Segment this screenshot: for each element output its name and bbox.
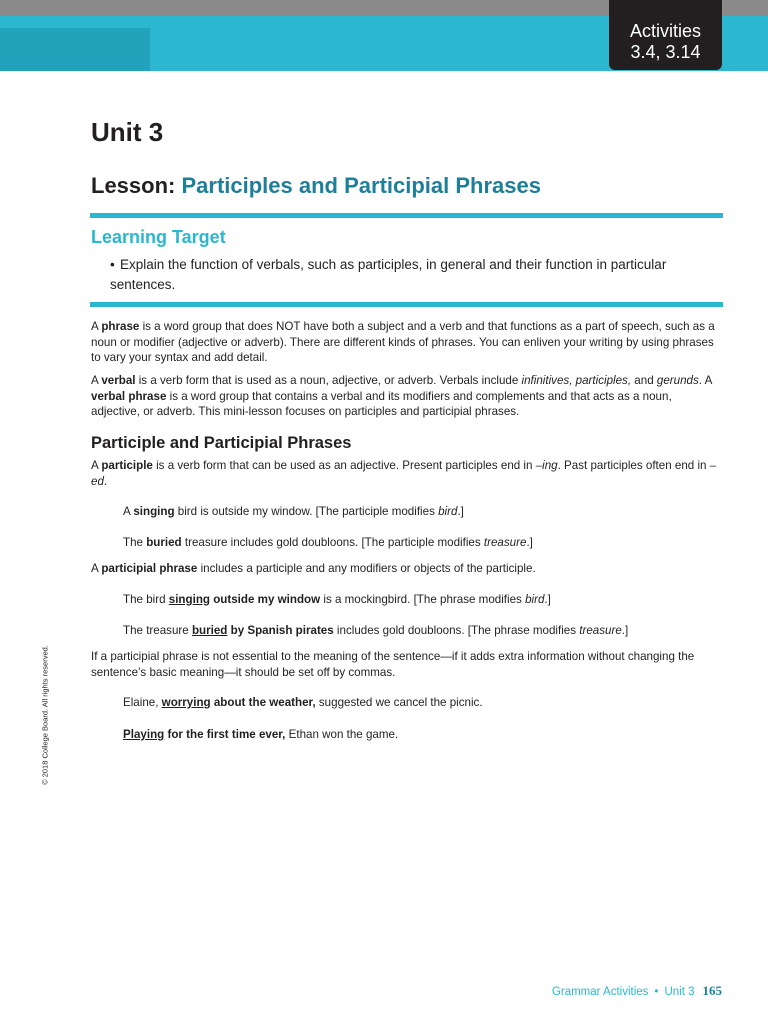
- example-singing-phrase: The bird singing outside my window is a mockingbird. [The phrase modifies bird.]: [123, 593, 551, 606]
- term-phrase: phrase: [101, 320, 140, 333]
- copyright-notice: © 2018 College Board. All rights reserved.: [40, 645, 50, 785]
- footer-unit: Unit 3: [664, 986, 695, 998]
- bullet-dot: •: [110, 257, 115, 272]
- lesson-name: Participles and Participial Phrases: [181, 173, 541, 198]
- section-heading: Participle and Participial Phrases: [91, 434, 352, 452]
- footer-separator: •: [654, 986, 659, 998]
- badge-label: Activities: [629, 21, 701, 41]
- example-buried: The buried treasure includes gold doubloons. [The participle modifies treasure.]: [123, 536, 533, 549]
- term-participle: participle: [101, 459, 153, 472]
- unit-title: Unit 3: [91, 117, 164, 147]
- badge-activity-numbers: 3.4, 3.14: [630, 42, 701, 62]
- learning-target-text: Explain the function of verbals, such as participles, in general and their function in particular sentences.: [110, 257, 667, 292]
- term-participial-phrase: participial phrase: [101, 562, 198, 575]
- example-playing: Playing for the first time ever, Ethan won the game.: [123, 728, 399, 741]
- example-buried-phrase: The treasure buried by Spanish pirates includes gold doubloons. [The phrase modifies treasure.]: [123, 624, 629, 637]
- activities-badge: [609, 0, 722, 70]
- paragraph-nonessential: If a participial phrase is not essential to the meaning of the sentence—if it adds extra information without changing the sentence’s basic meaning—it should be set off by commas.: [91, 650, 695, 679]
- term-verbal-phrase: verbal phrase: [91, 389, 167, 403]
- term-verbal: verbal: [101, 374, 136, 387]
- learning-target-heading: Learning Target: [91, 227, 226, 247]
- top-divider: [90, 213, 723, 218]
- paragraph-participle-definition: A participle is a verb form that can be used as an adjective. Present participles end in –ing. Past participles often end in –ed.: [91, 459, 717, 488]
- paragraph-phrase-definition: A phrase is a word group that does NOT have both a subject and a verb and that functions as a part of speech, such as a noun or modifier (adjective or adverb). There are different kinds of phrases. You can enliven your writing by using phrases to vary your syntax and add detail.: [91, 320, 715, 364]
- page-footer: [552, 983, 722, 999]
- lesson-prefix: Lesson:: [91, 173, 176, 198]
- learning-target-bullet: [110, 255, 715, 295]
- header-teal-shade: [0, 28, 150, 71]
- example-worrying: Elaine, worrying about the weather, suggested we cancel the picnic.: [123, 696, 483, 709]
- lesson-title: [91, 173, 541, 199]
- paragraph-verbal-definition: A verbal is a verb form that is used as a noun, adjective, or adverb. Verbals include infinitives, participles, and gerunds. A verbal phrase is a word group that contains a verbal and its modifiers and complements and that acts as a noun, adjective, or adverb. This mini-lesson focuses on participles and participial phrases.: [91, 374, 712, 418]
- example-singing: A singing bird is outside my window. [The participle modifies bird.]: [123, 505, 464, 518]
- bottom-divider: [90, 302, 723, 307]
- footer-section: Grammar Activities: [551, 986, 649, 998]
- page-number: 165: [702, 983, 722, 998]
- paragraph-participial-phrase: A participial phrase includes a participle and any modifiers or objects of the participle.: [91, 562, 536, 575]
